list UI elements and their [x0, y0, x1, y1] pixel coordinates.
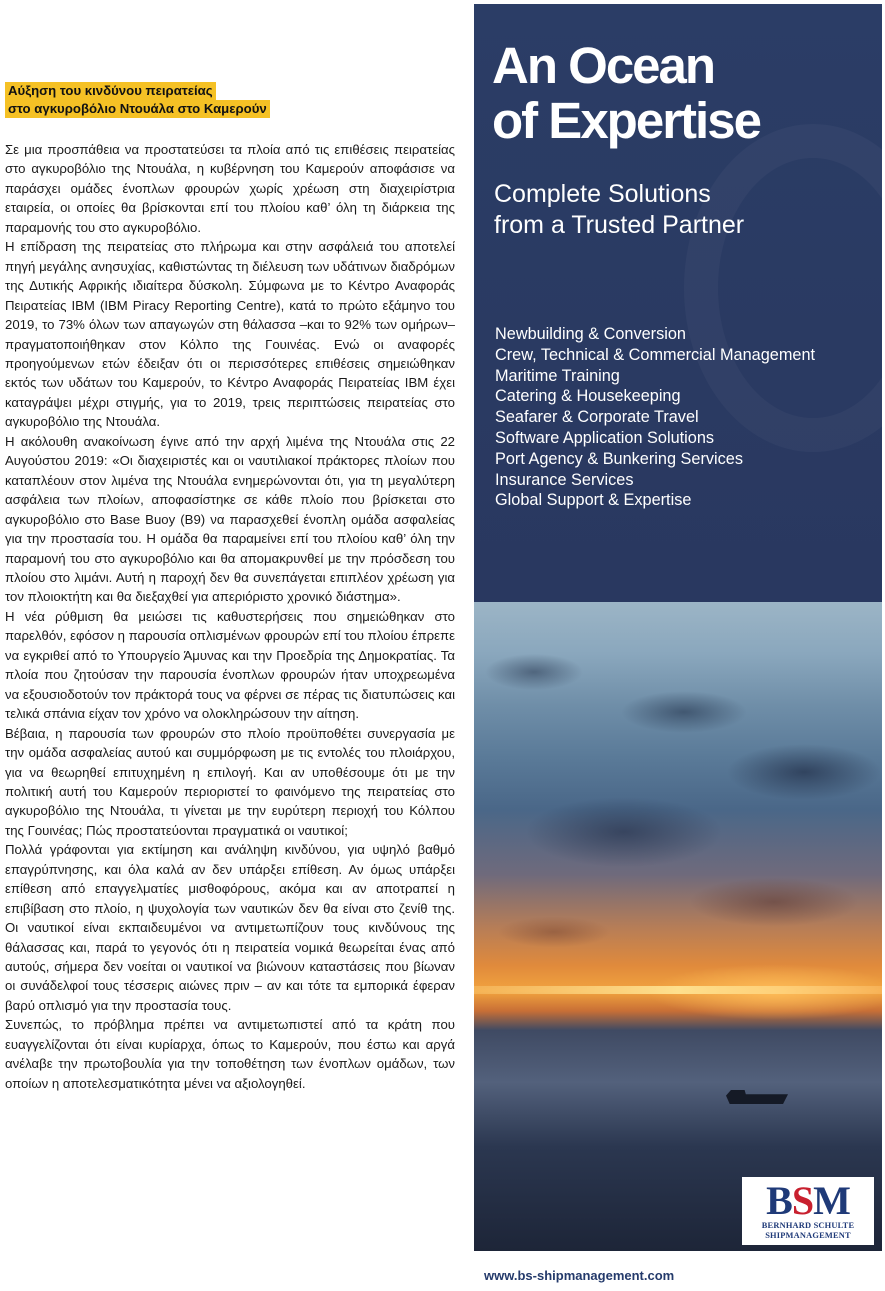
ad-header [474, 4, 882, 604]
logo-letter-m: M [813, 1178, 850, 1223]
ship-silhouette-icon [726, 1090, 788, 1104]
paragraph: Βέβαια, η παρουσία των φρουρών στο πλοίο προϋποθέτει συνεργασία με την ομάδα ασφαλείας αυτού και συμμόρφωση με τις εντολές του πλοιάρχου, για να θεωρηθεί επιτυχημένη η επιλογή. Και αν υποθέσουμε ότι με την πολιτική αυτή του Καμερούν περιοριστεί το φαινόμενο της πειρατείας στο αγκυροβόλιο της Ντουάλα, τι γίνεται με την ευρύτερη περιοχή του Κόλπου της Γουινέας; Πώς προστατεύονται πραγματικά οι ναυτικοί; [5, 725, 455, 838]
paragraph: Συνεπώς, το πρόβλημα πρέπει να αντιμετωπιστεί από τα κράτη που ευαγγελίζονται ότι είναι κυρίαρχα, όπως το Καμερούν, που έστω και αργά ανέλαβε την πρωτοβουλία για την τοποθέτηση των ένοπλων ομάδων, των οποίων η αποτελεσματικότητα μένει να αξιολογηθεί. [5, 1017, 455, 1091]
article [5, 82, 455, 1093]
service-item: Maritime Training [495, 366, 620, 385]
sunset-ship-photo [474, 602, 882, 1251]
horizon-glow [474, 986, 882, 994]
logo-company-line-2: SHIPMANAGEMENT [765, 1230, 851, 1240]
logo-letter-s: S [791, 1178, 814, 1223]
service-item: Catering & Housekeeping [495, 387, 681, 406]
ad-title-line-2: of Expertise [492, 92, 760, 149]
advertisement-panel [474, 4, 882, 1251]
ad-subtitle [494, 179, 744, 241]
ad-subtitle-line-1: Complete Solutions [494, 180, 711, 208]
services-list [495, 324, 815, 511]
bsm-logo-mark [742, 1178, 874, 1223]
service-item: Newbuilding & Conversion [495, 325, 686, 343]
company-website-link[interactable]: www.bs-shipmanagement.com [484, 1268, 675, 1283]
service-item: Insurance Services [495, 470, 634, 489]
service-item: Crew, Technical & Commercial Management [495, 345, 816, 364]
service-item: Seafarer & Corporate Travel [495, 408, 699, 427]
bsm-logo[interactable] [742, 1177, 874, 1245]
service-item: Global Support & Expertise [495, 491, 692, 510]
ad-title [492, 38, 760, 148]
headline-line-1: Αύξηση του κινδύνου πειρατείας [5, 82, 216, 100]
service-item: Software Application Solutions [495, 428, 715, 447]
ad-title-line-1: An Ocean [492, 37, 715, 94]
article-headline [5, 82, 455, 118]
paragraph: Η επίδραση της πειρατείας στο πλήρωμα και στην ασφάλειά του αποτελεί πηγή μεγάλης ανησυχίας, καθιστώντας τη διέλευση των υδάτινων διαδρόμων της Δυτικής Αφρικής ιδιαίτερα δύσκολη. Σύμφωνα με το Κέντρο Αναφοράς Πειρατείας IBM (IBM Piracy Reporting Centre), κατά το πρώτο εξάμηνο του 2019, το 73% όλων των απαγωγών στη θάλασσα –και το 92% των ομήρων– πραγματοποιήθηκαν στον Κόλπο της Γουινέας. Ενώ οι αναφορές προηγούμενων ετών έδειξαν ότι οι περισσότερες επιθέσεις σημειώθηκαν εκτός των υδάτων του Καμερούν, το Κέντρο Αναφοράς Πειρατείας IBM έχει καταγράψει μέχρι στιγμής, για το 2019, τρεις περιπτώσεις πειρατείας στο αγκυροβόλιο της Ντουάλα. [5, 239, 455, 430]
paragraph: Πολλά γράφονται για εκτίμηση και ανάληψη κινδύνου, για υψηλό βαθμό επαγρύπνησης, και όλα καλά αν δεν υπάρξει επίθεση. Αν όμως υπάρξει επίθεση από επαγγελματίες μισθοφόρους, ακόμα και αν αποτραπεί η επιβίβαση στο πλοίο, η ψυχολογία των ναυτικών δεν θα είναι στο ζενίθ της. Οι ναυτικοί είναι εκπαιδευμένοι να αντιμετωπίζουν τους κινδύνους της θάλασσας και, παρά το γεγονός ότι η πειρατεία νομικά θεωρείται ένας από αυτούς, σήμερα δεν νοείται οι ναυτικοί να βιώνουν καταστάσεις που βίωναν οι συνάδελφοί τους τέσσερις αιώνες πριν – αν και τότε τα εμπορικά έφεραν βαρύ οπλισμό για την προστασία τους. [5, 842, 455, 1013]
service-item: Port Agency & Bunkering Services [495, 449, 743, 468]
article-body [5, 140, 455, 1093]
paragraph: Σε μια προσπάθεια να προστατεύσει τα πλοία από τις επιθέσεις πειρατείας στο αγκυροβόλιο της Ντουάλα, η κυβέρνηση του Καμερούν αποφάσισε να παράσχει ομάδες ένοπλων φρουρών χωρίς χρέωση στη διαχειρίστρια εταιρεία, οι οποίες θα βρίσκονται επί του πλοίου καθ’ όλη τη διάρκεια της παραμονής του στο αγκυροβόλιο. [5, 142, 455, 235]
paragraph: Η νέα ρύθμιση θα μειώσει τις καθυστερήσεις που σημειώθηκαν στο παρελθόν, εφόσον η παρουσία οπλισμένων φρουρών επί του πλοίου έπρεπε να εγκριθεί από το Υπουργείο Άμυνας και την Προεδρία της Δημοκρατίας. Τα πλοία που ζητούσαν την παρουσία ένοπλων φρουρών ήταν υποχρεωμένα να εξουσιοδοτούν τον πράκτορά τους να φέρνει σε πέρας τις διατυπώσεις και τελικά σπάνια είχαν τον χρόνο να ολοκληρώσουν την αίτηση. [5, 608, 455, 722]
logo-company-line-1: BERNHARD SCHULTE [761, 1221, 855, 1230]
headline-line-2: στο αγκυροβόλιο Ντουάλα στο Καμερούν [5, 100, 270, 118]
cloud-layer [474, 602, 882, 1002]
logo-letter-b: B [766, 1178, 792, 1223]
ad-subtitle-line-2: from a Trusted Partner [494, 211, 745, 239]
paragraph: Η ακόλουθη ανακοίνωση έγινε από την αρχή λιμένα της Ντουάλα στις 22 Αυγούστου 2019: «Οι διαχειριστές και οι ναυτιλιακοί πράκτορες πλοίων που καταπλέουν στον λιμένα της Ντουάλα ενημερώνονται ότι, για τη μεγαλύτερη ασφάλεια των πλοίων, αποφασίστηκε σε κάθε πλοίο που βρίσκεται στο αγκυροβόλιο στο Base Buoy (B9) να παρασχεθεί ένοπλη ομάδα ασφαλείας για την προστασία του. Η ομάδα θα παραμείνει επί του πλοίου καθ’ όλη την παραμονή του στο αγκυροβόλιο και θα απομακρυνθεί με την πρόσδεση του πλοίου στο λιμάνι. Αυτή η παροχή δεν θα συνεπάγεται επιπλέον χρέωση για τον πλοιοκτήτη και θα διεξαχθεί για απεριόριστο χρονικό διάστημα». [5, 433, 455, 605]
